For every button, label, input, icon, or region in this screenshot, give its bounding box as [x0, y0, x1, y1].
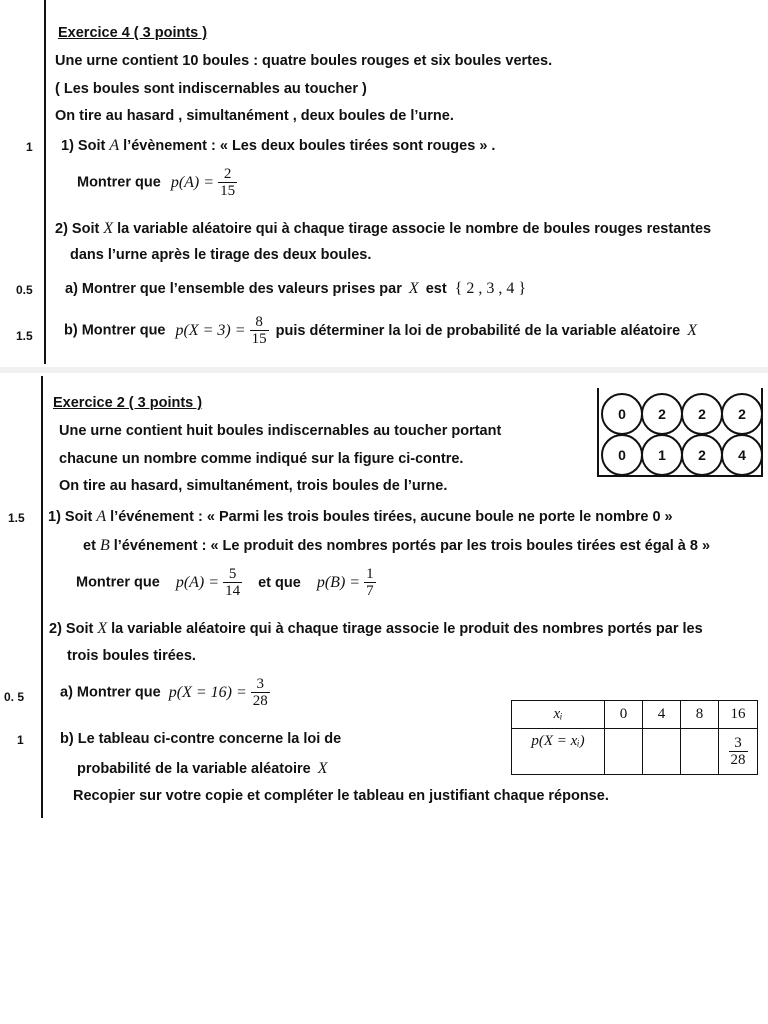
ex2-q1-points: 1.5 [8, 511, 25, 525]
ex2-qb-points: 1 [17, 733, 24, 747]
margin-rule-top [44, 0, 46, 364]
ex4-qb-num: 8 [255, 314, 263, 330]
table-row [512, 701, 758, 729]
ex2-pA-num: 5 [228, 566, 237, 582]
ex4-qb-expr: p(X = 3) = [175, 321, 246, 339]
ex4-qb-var: X [687, 321, 697, 339]
ex2-q1-lead: 1) Soit [48, 509, 93, 525]
ex2-q2-lead: 2) Soit [49, 621, 94, 637]
ex4-qa-lead: a) Montrer que l’ensemble des valeurs prises par [65, 281, 402, 297]
ex2-pB-expr: p(B) = [316, 573, 361, 591]
table-row [512, 729, 758, 775]
ex4-qb-den: 15 [251, 331, 267, 347]
ex2-qa [60, 676, 270, 709]
ex4-q2-text: la variable aléatoire qui à chaque tirage associe le nombre de boules rouges restantes [117, 221, 712, 237]
table-cell [681, 729, 719, 775]
ex2-qa-num: 3 [256, 676, 265, 692]
margin-rule-bottom [41, 376, 43, 818]
table-cell [605, 729, 643, 775]
ex2-q2-var: X [97, 620, 108, 637]
table-cell [643, 729, 681, 775]
ex2-qa-den: 28 [252, 693, 268, 709]
ex2-q2 [49, 620, 703, 638]
ex4-q2-var: X [103, 220, 114, 237]
ex4-qa-var: X [408, 280, 419, 297]
ex2-title: Exercice 2 ( 3 points ) [53, 395, 203, 411]
ex4-q1 [61, 137, 495, 155]
ex4-qb-lead: b) Montrer que [64, 322, 166, 339]
ex4-line1: Une urne contient 10 boules : quatre boules rouges et six boules vertes. [55, 53, 553, 69]
ex4-qb-text: puis déterminer la loi de probabilité de la variable aléatoire [275, 322, 681, 339]
ex4-qa-set: { 2 , 3 , 4 } [454, 280, 527, 297]
ex4-qb-fraction [250, 314, 269, 347]
ex4-line2: ( Les boules sont indiscernables au toucher ) [55, 81, 367, 97]
ex2-pB-den: 7 [366, 583, 374, 599]
table-cell: 16 [719, 701, 758, 729]
probability-table [511, 700, 758, 775]
ex4-qa [65, 280, 526, 298]
ex4-q2-lead: 2) Soit [55, 221, 100, 237]
ex4-q1-points: 1 [26, 140, 33, 154]
ball: 0 [601, 434, 643, 476]
ex2-q1-line2 [83, 537, 710, 555]
table-cell: 8 [681, 701, 719, 729]
ex4-q1-den: 15 [220, 183, 236, 199]
ex2-qb-var: X [317, 760, 328, 777]
ex2-q1-text: l’événement : « Parmi les trois boules tirées, aucune boule ne porte le nombre 0 » [110, 509, 673, 525]
ex4-q1-text: l’évènement : « Les deux boules tirées sont rouges » . [123, 138, 496, 154]
ex4-line3: On tire au hasard , simultanément , deux boules de l’urne. [55, 108, 454, 124]
ball: 1 [641, 434, 683, 476]
ex2-line3: On tire au hasard, simultanément, trois boules de l’urne. [59, 478, 448, 494]
section-separator [0, 367, 768, 373]
ex2-qb-line1: b) Le tableau ci-contre concerne la loi de [60, 731, 342, 747]
ex4-q2 [55, 220, 711, 238]
table-num: 3 [734, 735, 742, 751]
ex4-q1-show-label: Montrer que [77, 174, 161, 191]
ex4-q1-fraction [218, 166, 237, 199]
table-cell-fraction [719, 729, 758, 775]
ex4-q1-lead: 1) Soit [61, 138, 106, 154]
ex4-qb [64, 314, 697, 347]
ex2-pA-expr: p(A) = [175, 573, 220, 591]
ex2-qa-expr: p(X = 16) = [168, 683, 247, 701]
table-header-x: xᵢ [512, 701, 605, 729]
ex2-qb-text: probabilité de la variable aléatoire [77, 761, 311, 777]
ex4-qa-text: est [425, 281, 447, 297]
ball: 4 [721, 434, 763, 476]
ex2-pB-num: 1 [366, 566, 374, 582]
ball: 2 [681, 434, 723, 476]
ex4-q1-var: A [109, 137, 120, 154]
ex2-q1-varA: A [96, 508, 107, 525]
table-cell: 4 [643, 701, 681, 729]
ex2-line1: Une urne contient huit boules indiscernables au toucher portant [59, 423, 502, 439]
ex2-q2-line2: trois boules tirées. [67, 648, 196, 664]
ex4-q1-num: 2 [223, 166, 232, 182]
table-fraction [729, 735, 748, 768]
ex2-q1 [48, 508, 673, 526]
ball: 2 [721, 393, 763, 435]
ex2-pA-fraction [223, 566, 242, 599]
ball: 0 [601, 393, 643, 435]
table-cell: 0 [605, 701, 643, 729]
ex2-pA-den: 14 [225, 583, 241, 599]
ex2-q2-text: la variable aléatoire qui à chaque tirage associe le produit des nombres portés par les [111, 621, 703, 637]
ex4-title: Exercice 4 ( 3 points ) [58, 25, 208, 41]
ex2-qb-line2 [77, 760, 328, 778]
ex4-qa-points: 0.5 [16, 283, 33, 297]
ex4-q2-line2: dans l’urne après le tirage des deux boules. [70, 247, 372, 263]
ex2-pB-fraction [364, 566, 376, 599]
ex2-qb-line3: Recopier sur votre copie et compléter le tableau en justifiant chaque réponse. [73, 788, 609, 804]
table-header-p: p(X = xᵢ) [512, 729, 605, 775]
ex2-q1-text-b: l’événement : « Le produit des nombres portés par les trois boules tirées est égal à 8 » [113, 538, 711, 554]
ball: 2 [641, 393, 683, 435]
ex2-q1-and-that: et que [258, 574, 301, 591]
ex2-qa-lead: a) Montrer que [60, 684, 161, 701]
ex4-qb-points: 1.5 [16, 329, 33, 343]
ball: 2 [681, 393, 723, 435]
ex2-qa-points: 0. 5 [4, 690, 25, 704]
ex2-qa-fraction [251, 676, 270, 709]
table-den: 28 [730, 752, 746, 768]
ex2-q1-and: et [83, 538, 96, 554]
balls-figure [596, 386, 764, 478]
ex2-q1-show [76, 566, 376, 599]
ex2-line2: chacune un nombre comme indiqué sur la figure ci-contre. [59, 451, 464, 467]
ex4-q1-expr: p(A) = [170, 173, 215, 191]
ex2-q1-varB: B [99, 537, 110, 554]
ex4-q1-show [77, 166, 237, 199]
ex2-q1-show-label: Montrer que [76, 574, 160, 591]
